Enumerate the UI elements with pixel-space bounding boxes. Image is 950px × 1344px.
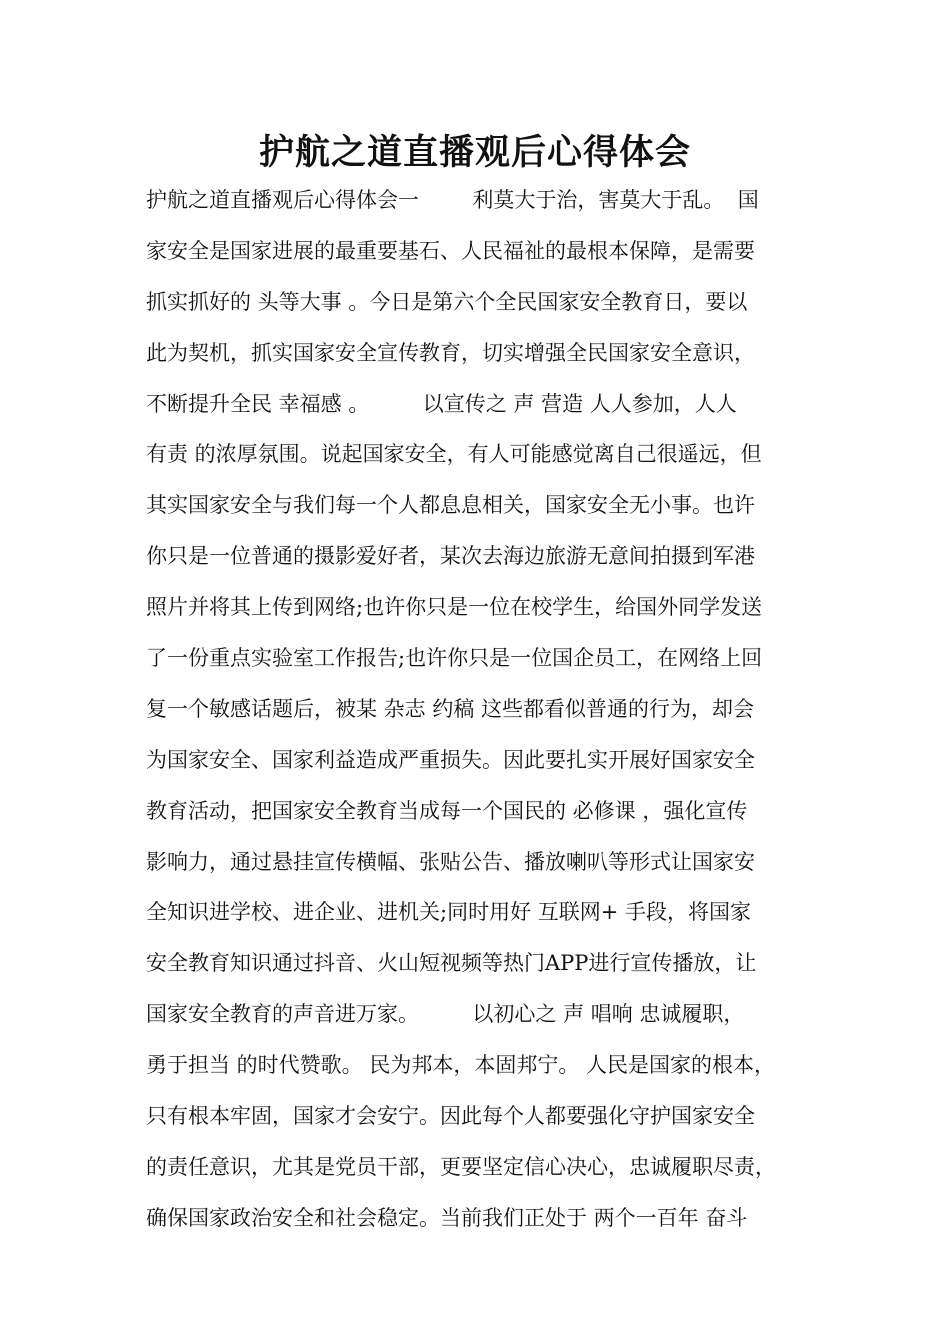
- body-line: 的责任意识，尤其是党员干部，更要坚定信心决心，忠诚履职尽责，: [146, 1154, 776, 1179]
- body-line: 此为契机，抓实国家安全宣传教育，切实增强全民国家安全意识，: [146, 340, 755, 365]
- body-line: 影响力，通过悬挂宣传横幅、张贴公告、播放喇叭等形式让国家安: [146, 849, 755, 874]
- body-line: 全知识进学校、进企业、进机关;同时用好 互联网+ 手段，将国家: [146, 900, 752, 925]
- body-line: 不断提升全民 幸福感 。 以宣传之 声 营造 人人参加，人人: [146, 391, 737, 416]
- body-line: 你只是一位普通的摄影爱好者，某次去海边旅游无意间拍摄到军港: [146, 544, 755, 569]
- body-line: 有责 的浓厚氛围。说起国家安全，有人可能感觉离自己很遥远，但: [146, 442, 762, 467]
- body-line: 安全教育知识通过抖音、火山短视频等热门APP进行宣传播放，让: [146, 951, 757, 976]
- body-line: 教育活动，把国家安全教育当成每一个国民的 必修课 ，强化宣传: [146, 798, 748, 823]
- body-line: 只有根本牢固，国家才会安宁。因此每个人都要强化守护国家安全: [146, 1104, 755, 1129]
- body-line: 护航之道直播观后心得体会一 利莫大于治，害莫大于乱。 国: [146, 188, 759, 212]
- body-line: 勇于担当 的时代赞歌。 民为邦本，本固邦宁。 人民是国家的根本，: [146, 1053, 776, 1078]
- document-body: [146, 178, 836, 1247]
- body-line: 国家安全教育的声音进万家。 以初心之 声 唱响 忠诚履职，: [146, 1002, 745, 1027]
- body-line: 照片并将其上传到网络;也许你只是一位在校学生，给国外同学发送: [146, 595, 763, 620]
- body-line: 确保国家政治安全和社会稳定。当前我们正处于 两个一百年 奋斗: [146, 1205, 748, 1230]
- document-title: 护航之道直播观后心得体会: [258, 133, 691, 173]
- body-line: 复一个敏感话题后，被某 杂志 约稿 这些都看似普通的行为，却会: [146, 696, 755, 721]
- body-line: 了一份重点实验室工作报告;也许你只是一位国企员工，在网络上回: [146, 646, 763, 671]
- body-line: 抓实抓好的 头等大事 。今日是第六个全民国家安全教育日，要以: [146, 289, 748, 314]
- body-line: 其实国家安全与我们每一个人都息息相关，国家安全无小事。也许: [146, 493, 755, 518]
- body-line: 家安全是国家进展的最重要基石、人民福祉的最根本保障，是需要: [146, 238, 755, 263]
- body-line: 为国家安全、国家利益造成严重损失。因此要扎实开展好国家安全: [146, 747, 755, 772]
